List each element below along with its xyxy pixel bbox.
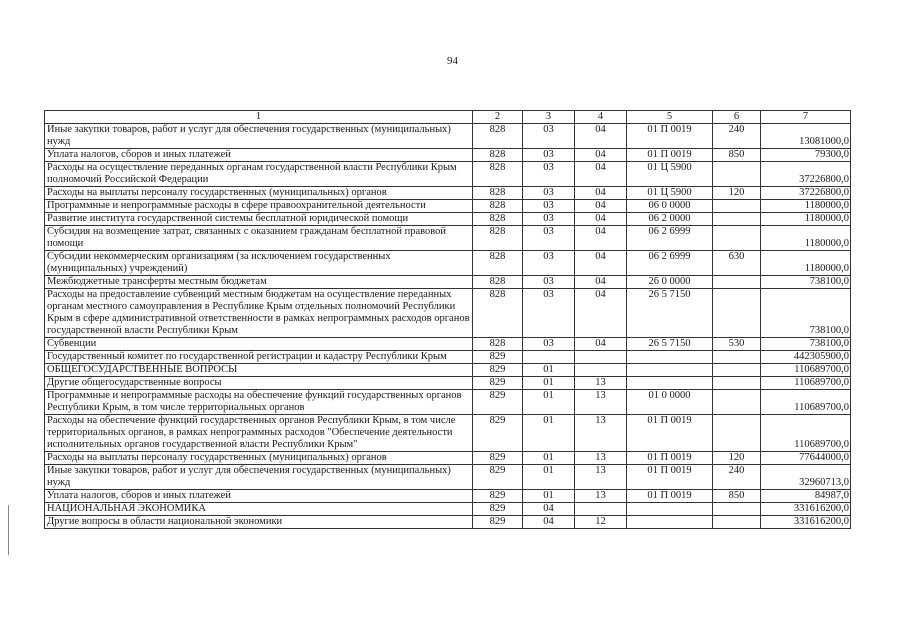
table-row [45,390,851,415]
row-amount-cell: 110689700,0 [761,364,851,377]
row-subsection-cell [575,364,627,377]
row-expense-type-cell: 240 [713,465,761,490]
row-expense-type-cell [713,226,761,251]
row-target-article-cell: 01 П 0019 [627,149,713,162]
row-expense-type-cell [713,200,761,213]
row-grbs-cell: 829 [473,516,523,529]
row-amount-cell: 738100,0 [761,276,851,289]
row-section-cell: 03 [523,124,575,149]
row-section-cell: 03 [523,276,575,289]
column-header: 1 [45,111,473,124]
row-name-cell: Межбюджетные трансферты местным бюджетам [45,276,473,289]
row-target-article-cell: 06 2 6999 [627,226,713,251]
row-name-cell: Иные закупки товаров, работ и услуг для обеспечения государственных (муниципальных) нужд [45,124,473,149]
row-subsection-cell: 04 [575,124,627,149]
table-row [45,213,851,226]
table-row [45,162,851,187]
row-target-article-cell: 01 П 0019 [627,452,713,465]
row-section-cell: 03 [523,338,575,351]
column-header: 5 [627,111,713,124]
row-name-cell: НАЦИОНАЛЬНАЯ ЭКОНОМИКА [45,503,473,516]
row-expense-type-cell [713,276,761,289]
row-expense-type-cell [713,390,761,415]
table-row [45,415,851,452]
table-row [45,289,851,338]
row-subsection-cell: 13 [575,465,627,490]
row-amount-cell: 331616200,0 [761,503,851,516]
table-row [45,377,851,390]
budget-table [44,110,851,529]
row-amount-cell: 77644000,0 [761,452,851,465]
scan-edge-mark [8,505,9,555]
column-header: 4 [575,111,627,124]
row-amount-cell: 442305900,0 [761,351,851,364]
table-row [45,226,851,251]
table-row [45,200,851,213]
row-name-cell: Другие общегосударственные вопросы [45,377,473,390]
row-section-cell: 03 [523,149,575,162]
row-subsection-cell: 04 [575,162,627,187]
row-subsection-cell: 04 [575,226,627,251]
row-grbs-cell: 828 [473,187,523,200]
row-grbs-cell: 828 [473,338,523,351]
row-target-article-cell: 01 Ц 5900 [627,187,713,200]
row-subsection-cell: 13 [575,390,627,415]
row-section-cell [523,351,575,364]
row-section-cell: 01 [523,364,575,377]
row-name-cell: Программные и непрограммные расходы на обеспечение функций государственных органов Республики Крым, в том числе территориальных органов [45,390,473,415]
row-expense-type-cell: 630 [713,251,761,276]
row-target-article-cell [627,516,713,529]
row-grbs-cell: 828 [473,162,523,187]
table-row [45,490,851,503]
row-amount-cell: 1180000,0 [761,200,851,213]
row-expense-type-cell [713,364,761,377]
row-grbs-cell: 829 [473,390,523,415]
row-grbs-cell: 829 [473,452,523,465]
row-grbs-cell: 829 [473,415,523,452]
row-amount-cell: 13081000,0 [761,124,851,149]
row-section-cell: 01 [523,490,575,503]
row-target-article-cell: 01 П 0019 [627,415,713,452]
row-section-cell: 03 [523,162,575,187]
row-grbs-cell: 829 [473,351,523,364]
column-header: 2 [473,111,523,124]
row-name-cell: Расходы на выплаты персоналу государственных (муниципальных) органов [45,187,473,200]
row-subsection-cell: 13 [575,452,627,465]
row-section-cell: 01 [523,452,575,465]
row-subsection-cell: 04 [575,276,627,289]
row-expense-type-cell [713,503,761,516]
table-row [45,465,851,490]
row-name-cell: Расходы на обеспечение функций государственных органов Республики Крым, в том числе территориальных органов, в рамках непрограммных расходов "Обеспечение деятельности исполнительных органов государственной власти Республики Крым" [45,415,473,452]
row-name-cell: Государственный комитет по государственной регистрации и кадастру Республики Крым [45,351,473,364]
column-header: 6 [713,111,761,124]
row-amount-cell: 110689700,0 [761,390,851,415]
row-amount-cell: 84987,0 [761,490,851,503]
row-section-cell: 01 [523,377,575,390]
row-grbs-cell: 828 [473,124,523,149]
table-row [45,364,851,377]
row-subsection-cell: 13 [575,490,627,503]
row-expense-type-cell [713,213,761,226]
row-section-cell: 03 [523,213,575,226]
row-name-cell: ОБЩЕГОСУДАРСТВЕННЫЕ ВОПРОСЫ [45,364,473,377]
row-target-article-cell: 26 5 7150 [627,338,713,351]
table-row [45,251,851,276]
row-target-article-cell: 01 П 0019 [627,490,713,503]
row-section-cell: 04 [523,516,575,529]
row-target-article-cell: 06 2 6999 [627,251,713,276]
row-expense-type-cell: 240 [713,124,761,149]
row-section-cell: 01 [523,415,575,452]
row-target-article-cell: 01 0 0000 [627,390,713,415]
row-subsection-cell: 04 [575,338,627,351]
row-name-cell: Субвенции [45,338,473,351]
column-header: 3 [523,111,575,124]
row-target-article-cell: 26 0 0000 [627,276,713,289]
row-subsection-cell: 04 [575,251,627,276]
row-name-cell: Уплата налогов, сборов и иных платежей [45,149,473,162]
row-subsection-cell [575,503,627,516]
row-subsection-cell: 04 [575,213,627,226]
row-name-cell: Иные закупки товаров, работ и услуг для обеспечения государственных (муниципальных) нужд [45,465,473,490]
row-name-cell: Расходы на осуществление переданных органам государственной власти Республики Крым полномочий Российской Федерации [45,162,473,187]
row-name-cell: Уплата налогов, сборов и иных платежей [45,490,473,503]
row-amount-cell: 37226800,0 [761,162,851,187]
page-number: 94 [447,55,458,67]
row-subsection-cell [575,351,627,364]
row-subsection-cell: 12 [575,516,627,529]
row-target-article-cell [627,503,713,516]
table-row [45,338,851,351]
row-expense-type-cell [713,377,761,390]
row-amount-cell: 738100,0 [761,289,851,338]
row-grbs-cell: 829 [473,503,523,516]
row-target-article-cell: 06 0 0000 [627,200,713,213]
table-row [45,516,851,529]
table-row [45,452,851,465]
row-target-article-cell [627,351,713,364]
row-section-cell: 03 [523,226,575,251]
row-target-article-cell: 01 П 0019 [627,465,713,490]
row-subsection-cell: 13 [575,377,627,390]
row-amount-cell: 79300,0 [761,149,851,162]
row-subsection-cell: 04 [575,149,627,162]
row-target-article-cell: 06 2 0000 [627,213,713,226]
row-name-cell: Программные и непрограммные расходы в сфере правоохранительной деятельности [45,200,473,213]
row-amount-cell: 32960713,0 [761,465,851,490]
row-section-cell: 01 [523,465,575,490]
row-target-article-cell [627,364,713,377]
table-header-row [45,111,851,124]
row-section-cell: 03 [523,187,575,200]
row-subsection-cell: 04 [575,187,627,200]
row-expense-type-cell: 120 [713,187,761,200]
table-row [45,276,851,289]
row-section-cell: 03 [523,200,575,213]
row-expense-type-cell: 850 [713,490,761,503]
row-expense-type-cell [713,289,761,338]
row-amount-cell: 1180000,0 [761,213,851,226]
row-grbs-cell: 829 [473,490,523,503]
row-expense-type-cell: 850 [713,149,761,162]
table-row [45,187,851,200]
row-grbs-cell: 828 [473,226,523,251]
row-amount-cell: 37226800,0 [761,187,851,200]
row-expense-type-cell [713,351,761,364]
row-expense-type-cell [713,516,761,529]
row-grbs-cell: 828 [473,149,523,162]
row-grbs-cell: 828 [473,289,523,338]
row-target-article-cell: 26 5 7150 [627,289,713,338]
row-amount-cell: 110689700,0 [761,377,851,390]
row-name-cell: Развитие института государственной системы бесплатной юридической помощи [45,213,473,226]
table-row [45,124,851,149]
row-amount-cell: 110689700,0 [761,415,851,452]
row-name-cell: Другие вопросы в области национальной экономики [45,516,473,529]
row-subsection-cell: 04 [575,289,627,338]
row-section-cell: 04 [523,503,575,516]
row-section-cell: 03 [523,251,575,276]
table-row [45,503,851,516]
row-subsection-cell: 04 [575,200,627,213]
row-amount-cell: 1180000,0 [761,226,851,251]
row-subsection-cell: 13 [575,415,627,452]
row-expense-type-cell: 120 [713,452,761,465]
row-grbs-cell: 829 [473,465,523,490]
row-amount-cell: 1180000,0 [761,251,851,276]
row-name-cell: Расходы на предоставление субвенций местным бюджетам на осуществление переданных органам местного самоуправления в Республике Крым отдельных полномочий Республики Крым в сфере административной ответственности в рамках непрограммных расходов органов государственной власти Республики Крым [45,289,473,338]
row-expense-type-cell [713,415,761,452]
row-grbs-cell: 829 [473,364,523,377]
row-section-cell: 03 [523,289,575,338]
row-expense-type-cell: 530 [713,338,761,351]
row-target-article-cell [627,377,713,390]
row-target-article-cell: 01 П 0019 [627,124,713,149]
column-header: 7 [761,111,851,124]
row-amount-cell: 738100,0 [761,338,851,351]
row-name-cell: Расходы на выплаты персоналу государственных (муниципальных) органов [45,452,473,465]
row-target-article-cell: 01 Ц 5900 [627,162,713,187]
row-grbs-cell: 828 [473,251,523,276]
row-amount-cell: 331616200,0 [761,516,851,529]
row-expense-type-cell [713,162,761,187]
table-row [45,351,851,364]
row-name-cell: Субсидия на возмещение затрат, связанных с оказанием гражданам бесплатной правовой помощи [45,226,473,251]
row-section-cell: 01 [523,390,575,415]
table-row [45,149,851,162]
row-name-cell: Субсидии некоммерческим организациям (за исключением государственных (муниципальных) учреждений) [45,251,473,276]
row-grbs-cell: 828 [473,200,523,213]
row-grbs-cell: 828 [473,276,523,289]
row-grbs-cell: 829 [473,377,523,390]
row-grbs-cell: 828 [473,213,523,226]
